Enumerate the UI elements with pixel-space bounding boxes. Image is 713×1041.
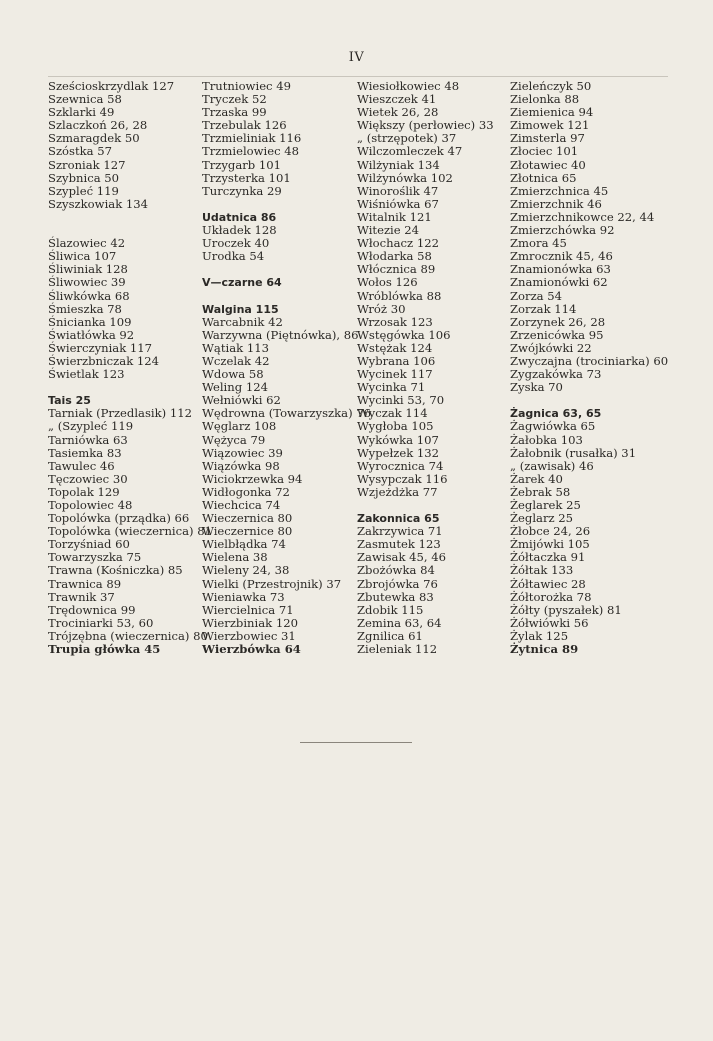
index-entry: Towarzyszka 75 xyxy=(48,550,142,565)
index-entry: Wierzbiniak 120 xyxy=(202,615,298,630)
blank-line xyxy=(48,381,212,394)
index-entry: Śmieszka 78 xyxy=(48,301,122,316)
index-entry: Turczynka 29 xyxy=(202,183,282,198)
index-letter-entry: Żagnica 63, 65 xyxy=(510,407,602,421)
index-entry: Witalnik 121 xyxy=(357,209,432,224)
index-entry: Wdowa 58 xyxy=(202,367,264,382)
index-entry: Zrzenicówka 95 xyxy=(510,327,604,342)
bottom-rule xyxy=(300,742,412,743)
index-entry: Żółtawiec 28 xyxy=(510,576,586,591)
index-entry: Zbutewka 83 xyxy=(357,589,434,604)
index-entry: Trędownica 99 xyxy=(48,602,136,617)
index-entry: Trzmielowiec 48 xyxy=(202,144,300,159)
index-entry: Wierzbowiec 31 xyxy=(202,628,296,643)
index-entry: Śliwkówka 68 xyxy=(48,288,130,303)
index-entry: Żółty (pyszałek) 81 xyxy=(510,602,622,617)
index-entry: Świetlak 123 xyxy=(48,367,125,382)
index-entry: Trupia główka 45 xyxy=(48,642,161,657)
index-entry: Węglarz 108 xyxy=(202,419,277,434)
index-column-3 xyxy=(357,80,494,656)
index-entry: Wycinki 53, 70 xyxy=(357,393,445,408)
index-entry: Zwójkówki 22 xyxy=(510,340,592,355)
index-letter-entry: Zakonnica 65 xyxy=(357,512,440,526)
index-entry: Tęczowiec 30 xyxy=(48,471,128,486)
index-entry: Żółtak 133 xyxy=(510,563,574,578)
index-entry: „ (strzępotek) 37 xyxy=(357,131,457,146)
index-entry: Zmora 45 xyxy=(510,236,567,251)
index-entry: Wieleny 24, 38 xyxy=(202,563,290,578)
index-entry: Zmierzchnik 46 xyxy=(510,196,602,211)
index-entry: Trawna (Kośniczka) 85 xyxy=(48,563,183,578)
index-entry: Wiechcica 74 xyxy=(202,498,281,512)
index-entry: Zygzakówka 73 xyxy=(510,367,602,382)
index-entry: Wielbłądka 74 xyxy=(202,537,286,552)
index-entry: Żebrak 58 xyxy=(510,484,571,499)
index-entry: Większy (perłowiec) 33 xyxy=(357,118,494,133)
index-entry: Wieczernica 80 xyxy=(202,511,293,526)
index-entry: Szybnica 50 xyxy=(48,170,120,185)
index-entry: Topolak 129 xyxy=(48,484,120,499)
index-entry: Trawnik 37 xyxy=(48,589,115,604)
index-entry: Wierzbówka 64 xyxy=(202,642,301,657)
index-entry: Żagwiówka 65 xyxy=(510,419,596,434)
blank-line xyxy=(48,211,212,224)
top-rule xyxy=(48,76,668,77)
index-letter-entry: V—czarne 64 xyxy=(202,276,282,290)
index-entry: Żeglarz 25 xyxy=(510,511,574,526)
index-entry: Wstęgówka 106 xyxy=(357,327,451,342)
index-entry: Znamionówka 63 xyxy=(510,262,611,277)
index-entry: Znamionówki 62 xyxy=(510,275,608,290)
index-entry: Zorzak 114 xyxy=(510,301,577,316)
index-entry: Ziemienica 94 xyxy=(510,105,594,120)
index-entry: Włodarka 58 xyxy=(357,249,432,264)
index-entry: Warzywna (Piętnówka), 86 xyxy=(202,327,359,342)
index-entry: Wełniówki 62 xyxy=(202,393,281,408)
blank-line xyxy=(202,263,371,276)
index-entry: Trzmieliniak 116 xyxy=(202,131,302,146)
index-entry: Urodka 54 xyxy=(202,249,265,264)
index-entry: Żeglarek 25 xyxy=(510,498,581,512)
index-entry: Zieleńczyk 50 xyxy=(510,79,592,93)
index-entry: Wycinka 71 xyxy=(357,380,426,395)
index-entry: Zmrocznik 45, 46 xyxy=(510,249,613,264)
index-entry: Zieleniak 112 xyxy=(357,642,438,657)
blank-line xyxy=(357,499,494,512)
index-entry: Wypełzek 132 xyxy=(357,445,440,460)
index-entry: Wyczak 114 xyxy=(357,406,428,421)
index-entry: Zbrojówka 76 xyxy=(357,576,438,591)
index-entry: Śliwiniak 128 xyxy=(48,262,128,277)
index-entry: Układek 128 xyxy=(202,223,277,238)
index-entry: Włócznica 89 xyxy=(357,262,436,277)
blank-line xyxy=(202,290,371,303)
index-entry: Wędrowna (Towarzyszka) 76 xyxy=(202,406,372,421)
index-entry: Zasmutek 123 xyxy=(357,537,441,552)
index-entry: Topolówka (wieczernica) 81 xyxy=(48,524,213,539)
index-entry: Wieniawka 73 xyxy=(202,589,285,604)
index-entry: Zorzynek 26, 28 xyxy=(510,314,606,329)
index-entry: Warcabnik 42 xyxy=(202,314,283,329)
index-entry: Wątiak 113 xyxy=(202,340,269,355)
index-entry: Wzjeżdżka 77 xyxy=(357,484,438,499)
index-entry: Wczelak 42 xyxy=(202,353,270,368)
index-entry: Śnicianka 109 xyxy=(48,314,132,329)
index-entry: Szklarki 49 xyxy=(48,105,115,120)
page-number: IV xyxy=(348,50,365,65)
index-entry: Zemina 63, 64 xyxy=(357,615,442,630)
index-entry: Zimowek 121 xyxy=(510,118,590,133)
index-entry: Zmierzchówka 92 xyxy=(510,223,615,238)
index-entry: Zmierzchnica 45 xyxy=(510,183,609,198)
index-entry: Świerzbniczak 124 xyxy=(48,353,160,368)
index-entry: Świerczyniak 117 xyxy=(48,340,153,355)
index-entry: Trójzębna (wieczernica) 80 xyxy=(48,628,208,643)
blank-line xyxy=(510,394,668,407)
index-entry: Trawnica 89 xyxy=(48,576,122,591)
index-entry: Światłówka 92 xyxy=(48,327,135,342)
index-entry: Żytnica 89 xyxy=(510,642,579,657)
index-entry: Szypleć 119 xyxy=(48,183,119,198)
index-entry: Topolówka (prządka) 66 xyxy=(48,511,190,526)
index-entry: Wielki (Przestrojnik) 37 xyxy=(202,576,342,591)
index-entry: Tasiemka 83 xyxy=(48,445,122,460)
index-entry: Trzygarb 101 xyxy=(202,157,282,172)
index-entry: Żółwiówki 56 xyxy=(510,615,589,630)
blank-line xyxy=(202,198,371,211)
index-entry: Szewnica 58 xyxy=(48,92,122,107)
index-entry: Złotawiec 40 xyxy=(510,157,586,172)
index-entry: Tawulec 46 xyxy=(48,458,115,473)
index-letter-entry: Udatnica 86 xyxy=(202,210,277,224)
index-entry: Wężyca 79 xyxy=(202,432,266,447)
index-entry: Żylak 125 xyxy=(510,628,569,643)
index-column-1 xyxy=(48,80,212,656)
index-entry: Śliwowiec 39 xyxy=(48,275,126,290)
index-entry: Zimsterla 97 xyxy=(510,131,585,146)
index-entry: Zdobik 115 xyxy=(357,602,424,617)
index-letter-entry: Walgina 115 xyxy=(202,302,279,316)
index-entry: Witezie 24 xyxy=(357,223,420,238)
index-entry: Żarek 40 xyxy=(510,471,563,486)
index-entry: Włochacz 122 xyxy=(357,236,439,251)
index-entry: Trzaska 99 xyxy=(202,105,267,120)
index-entry: „ (zawisak) 46 xyxy=(510,458,594,473)
index-entry: Ślazowiec 42 xyxy=(48,236,126,251)
index-entry: Wieszczek 41 xyxy=(357,92,437,107)
index-entry: Wyrocznica 74 xyxy=(357,458,444,473)
index-entry: Wołos 126 xyxy=(357,275,418,290)
index-entry: Zakrzywica 71 xyxy=(357,524,443,539)
index-entry: Zyska 70 xyxy=(510,380,563,395)
index-entry: Wilżynówka 102 xyxy=(357,170,453,185)
index-entry: Zgnilica 61 xyxy=(357,628,423,643)
index-entry: Wiesiołkowiec 48 xyxy=(357,79,460,93)
index-entry: Widłogonka 72 xyxy=(202,484,290,499)
index-entry: Trzebulak 126 xyxy=(202,118,287,133)
index-column-2 xyxy=(202,80,371,656)
index-entry: Winoroślik 47 xyxy=(357,183,439,198)
index-entry: Wilczomleczek 47 xyxy=(357,144,463,159)
index-entry: Szlaczkoń 26, 28 xyxy=(48,118,148,133)
index-entry: Szóstka 57 xyxy=(48,144,113,159)
index-entry: Sześcioskrzydlak 127 xyxy=(48,79,175,93)
index-entry: Szroniak 127 xyxy=(48,157,126,172)
index-entry: Wietek 26, 28 xyxy=(357,105,439,120)
index-entry: Wilżyniak 134 xyxy=(357,157,440,172)
index-entry: Weling 124 xyxy=(202,380,268,395)
index-entry: Szyszkowiak 134 xyxy=(48,196,149,211)
index-entry: Topolowiec 48 xyxy=(48,498,133,512)
index-entry: Zielonka 88 xyxy=(510,92,580,107)
index-entry: Tarniak (Przedlasik) 112 xyxy=(48,406,192,421)
index-entry: Wiercielnica 71 xyxy=(202,602,294,617)
index-entry: Zawisak 45, 46 xyxy=(357,550,447,565)
index-entry: Żałobnik (rusałka) 31 xyxy=(510,445,637,460)
index-entry: Żłobce 24, 26 xyxy=(510,524,591,539)
index-entry: Wysypczak 116 xyxy=(357,471,448,486)
index-entry: Tryczek 52 xyxy=(202,92,267,107)
index-entry: „ (Szypleć 119 xyxy=(48,419,134,434)
index-letter-entry: Tais 25 xyxy=(48,394,91,408)
index-entry: Żółtorożka 78 xyxy=(510,589,592,604)
index-entry: Zwyczajna (trociniarka) 60 xyxy=(510,353,669,368)
index-entry: Wróblówka 88 xyxy=(357,288,442,303)
index-entry: Wybrana 106 xyxy=(357,353,436,368)
index-entry: Żmijówki 105 xyxy=(510,537,590,552)
index-entry: Żółtaczka 91 xyxy=(510,550,586,565)
index-entry: Wygłoba 105 xyxy=(357,419,434,434)
index-entry: Wiciokrzewka 94 xyxy=(202,471,303,486)
index-column-4 xyxy=(510,80,668,656)
index-entry: Wycinek 117 xyxy=(357,367,433,382)
index-entry: Wrzosak 123 xyxy=(357,314,433,329)
index-entry: Torzyśniad 60 xyxy=(48,537,130,552)
index-entry: Zbożówka 84 xyxy=(357,563,435,578)
index-entry: Trutniowiec 49 xyxy=(202,79,291,93)
index-entry: Złotnica 65 xyxy=(510,170,577,185)
index-entry: Szmaragdek 50 xyxy=(48,131,140,146)
index-entry: Zmierzchnikowce 22, 44 xyxy=(510,209,655,224)
index-entry: Trociniarki 53, 60 xyxy=(48,615,154,630)
index-entry: Wróż 30 xyxy=(357,301,406,316)
index-entry: Wykówka 107 xyxy=(357,432,439,447)
index-entry: Zorza 54 xyxy=(510,288,563,303)
index-entry: Trzysterka 101 xyxy=(202,170,291,185)
index-entry: Tarniówka 63 xyxy=(48,432,128,447)
index-entry: Wieczernice 80 xyxy=(202,524,293,539)
index-entry: Wstężak 124 xyxy=(357,340,433,355)
index-entry: Śliwica 107 xyxy=(48,249,117,264)
index-entry: Złociec 101 xyxy=(510,144,579,159)
index-entry: Wiązówka 98 xyxy=(202,458,280,473)
index-entry: Wielena 38 xyxy=(202,550,268,565)
index-entry: Żałobka 103 xyxy=(510,432,583,447)
index-entry: Wiązowiec 39 xyxy=(202,445,283,460)
index-entry: Uroczek 40 xyxy=(202,236,270,251)
index-entry: Wiśniówka 67 xyxy=(357,196,439,211)
